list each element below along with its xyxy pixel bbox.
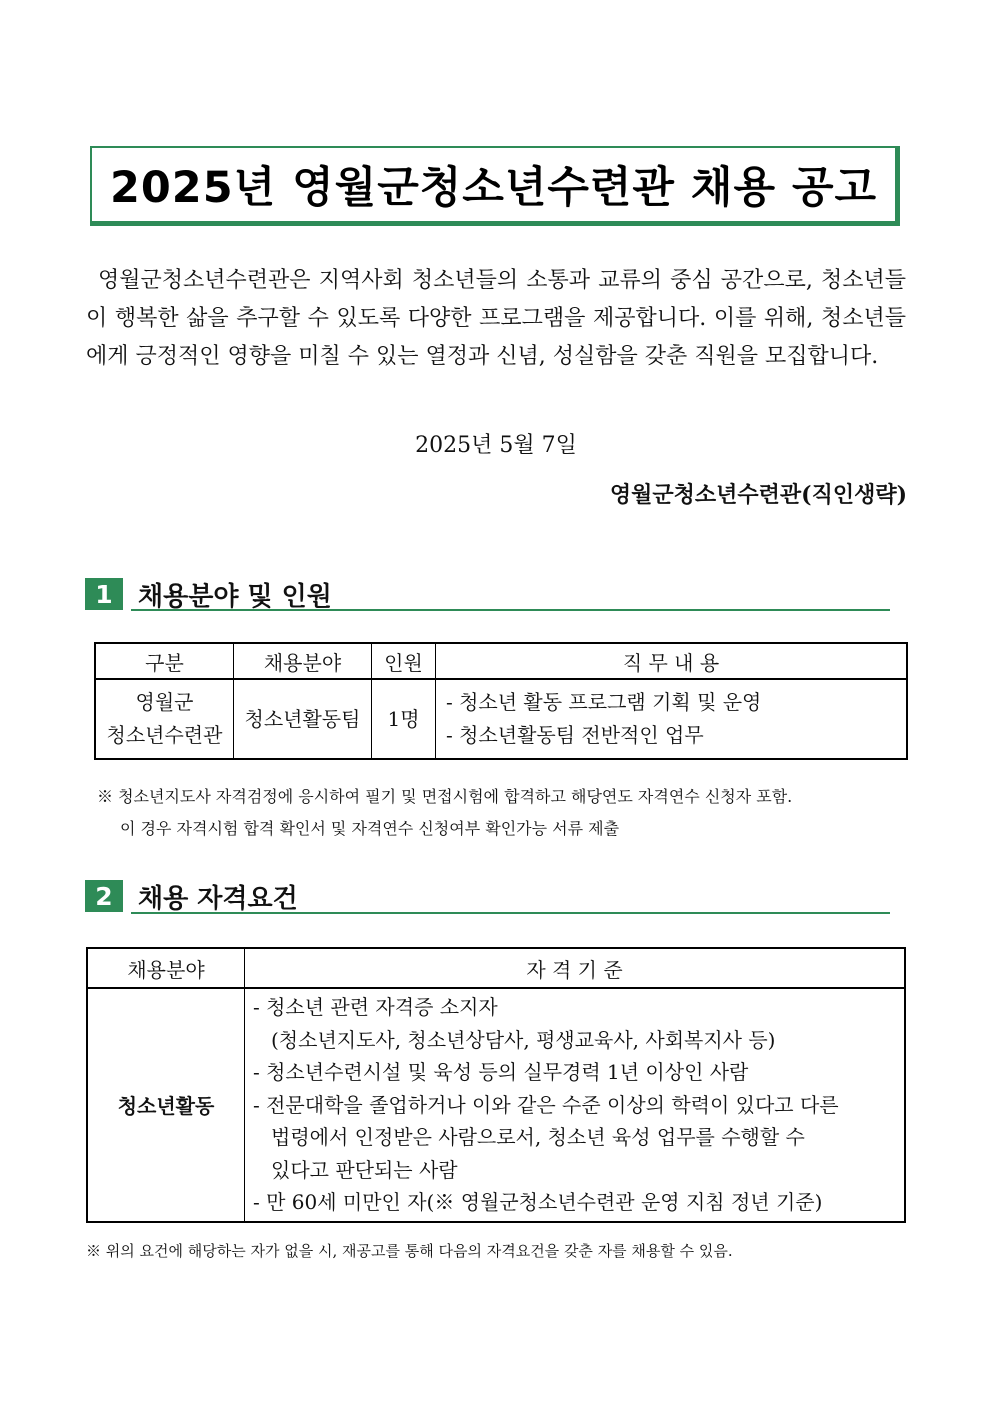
col-header-field: 채용분야 bbox=[87, 948, 245, 988]
section1-note: ※ 청소년지도사 자격검정에 응시하여 필기 및 면접시험에 합격하고 해당연도 자격연수 신청자 포함. bbox=[97, 787, 793, 806]
section1-title: 채용분야 및 인원 bbox=[138, 582, 332, 612]
duty-cell bbox=[436, 679, 908, 759]
col-header-category: 구분 bbox=[95, 643, 234, 679]
criteria-line: - 청소년 관련 자격증 소지자 bbox=[253, 995, 498, 1019]
col-header-count: 인원 bbox=[372, 643, 436, 679]
section2-underline bbox=[131, 912, 890, 914]
col-header-field: 채용분야 bbox=[234, 643, 372, 679]
criteria-line: - 전문대학을 졸업하거나 이와 같은 수준 이상의 학력이 있다고 다른 bbox=[253, 1092, 839, 1117]
criteria-line: - 청소년수련시설 및 육성 등의 실무경력 1년 이상인 사람 bbox=[253, 1060, 749, 1084]
criteria-line: (청소년지도사, 청소년상담사, 평생교육사, 사회복지사 등) bbox=[271, 1027, 776, 1052]
section1-note-cont: 이 경우 자격시험 합격 확인서 및 자격연수 신청여부 확인가능 서류 제출 bbox=[120, 819, 620, 838]
duty-line: - 청소년활동팀 전반적인 업무 bbox=[446, 723, 704, 747]
col-header-criteria: 자 격 기 준 bbox=[245, 948, 906, 988]
intro-paragraph bbox=[86, 262, 906, 376]
org-line2: 청소년수련관 bbox=[106, 723, 223, 747]
category-cell: 청소년활동 bbox=[87, 988, 245, 1222]
table-row bbox=[95, 679, 907, 759]
section1-underline bbox=[131, 609, 890, 611]
org-cell bbox=[95, 679, 234, 759]
org-line1: 영월군 bbox=[135, 690, 194, 714]
duty-line: - 청소년 활동 프로그램 기획 및 운영 bbox=[446, 690, 762, 714]
criteria-cell bbox=[245, 988, 906, 1222]
criteria-line: 있다고 판단되는 사람 bbox=[271, 1157, 458, 1182]
announcement-date: 2025년 5월 7일 bbox=[415, 433, 577, 458]
section2-footnote: ※ 위의 요건에 해당하는 자가 없을 시, 재공고를 통해 다음의 자격요건을 갖춘 자를 채용할 수 있음. bbox=[86, 1242, 733, 1260]
page-title: 2025년 영월군청소년수련관 채용 공고 bbox=[109, 163, 878, 213]
col-header-duties: 직 무 내 용 bbox=[436, 643, 908, 679]
table-row bbox=[87, 988, 905, 1222]
criteria-line: - 만 60세 미만인 자(※ 영월군청소년수련관 운영 지침 정년 기준) bbox=[253, 1190, 823, 1214]
criteria-line: 법령에서 인정받은 사람으로서, 청소년 육성 업무를 수행할 수 bbox=[271, 1125, 805, 1149]
section2-title: 채용 자격요건 bbox=[138, 884, 298, 914]
title-box bbox=[90, 146, 900, 226]
section1-number: 1 bbox=[85, 578, 123, 610]
section2-number: 2 bbox=[85, 880, 123, 912]
recruitment-table bbox=[94, 642, 908, 760]
qualification-table bbox=[86, 947, 906, 1223]
field-cell: 청소년활동팀 bbox=[234, 679, 372, 759]
issuer: 영월군청소년수련관(직인생략) bbox=[609, 482, 907, 508]
count-cell: 1명 bbox=[372, 679, 436, 759]
intro-text: 영월군청소년수련관은 지역사회 청소년들의 소통과 교류의 중심 공간으로, 청소년들이 행복한 삶을 추구할 수 있도록 다양한 프로그램을 제공합니다. 이를 위해, 청소년들에게 긍정적인 영향을 미칠 수 있는 열정과 신념, 성실함을 갖춘 직원을 모집합니다. bbox=[86, 268, 906, 369]
